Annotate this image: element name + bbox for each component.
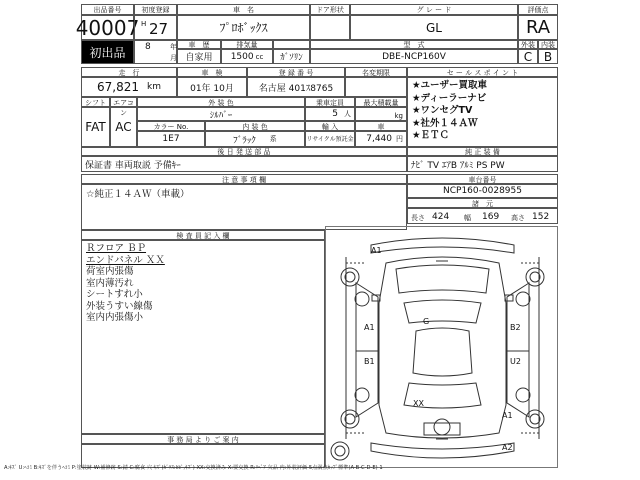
inspector-box bbox=[81, 240, 325, 434]
recycle-unit: 円 bbox=[396, 135, 403, 143]
recycle-label: リサイクル預託金 bbox=[305, 131, 355, 147]
ext-label: 外装 bbox=[518, 40, 538, 49]
sales-points-label: セ ー ル ス ポ イ ン ト bbox=[407, 67, 558, 77]
int-color: ﾌﾞﾗｯｸ bbox=[233, 135, 256, 146]
seats: 5 bbox=[332, 109, 338, 119]
int-color-suffix: 系 bbox=[269, 135, 277, 143]
sales-point: ★社外１４ＡＷ bbox=[412, 117, 478, 129]
accessories-label: 後 日 発 送 部 品 bbox=[81, 147, 407, 156]
lot-no: 40007 bbox=[75, 15, 140, 40]
load-label: 最大積載量 bbox=[355, 97, 407, 107]
inspector-note: 外装うすい線傷 bbox=[86, 300, 153, 312]
damage-mark: XX bbox=[413, 399, 424, 408]
name-change-label: 名変期限 bbox=[345, 67, 407, 77]
score-label: 評価点 bbox=[518, 4, 558, 15]
inspector-note: エンドパネル ＸＸ bbox=[86, 254, 165, 266]
lot-no-label: 出品番号 bbox=[81, 4, 134, 15]
sales-point: ★ユーザー買取車 bbox=[412, 80, 488, 91]
inspector-note: Ｒフロア ＢＰ bbox=[86, 243, 147, 254]
height: 152 bbox=[532, 212, 550, 222]
import-value: 車 bbox=[355, 121, 407, 131]
sales-points-box bbox=[407, 77, 558, 147]
first-reg-year bbox=[134, 15, 177, 40]
shift: FAT bbox=[81, 107, 110, 147]
color-label: 外 装 色 bbox=[137, 97, 305, 107]
car-diagram-svg bbox=[326, 227, 559, 469]
year-unit: 年 bbox=[170, 43, 177, 51]
int-color-value bbox=[205, 131, 305, 147]
cc: 1500 bbox=[230, 51, 254, 62]
seats-value bbox=[305, 107, 355, 121]
shift-label: シフト bbox=[81, 97, 110, 107]
inspection: 01年 10月 bbox=[177, 77, 247, 97]
ext-score: C bbox=[518, 49, 538, 64]
mileage-unit: km bbox=[147, 82, 161, 92]
reg-no-label: 登 録 番 号 bbox=[247, 67, 345, 77]
int-score: B bbox=[538, 49, 558, 64]
recycle-value bbox=[355, 131, 407, 147]
inspector-note: 室内内張傷小 bbox=[86, 312, 144, 323]
notes-label: 注 意 事 項 欄 bbox=[81, 174, 407, 184]
notes: ☆純正１４ＡＷ（車載） bbox=[86, 189, 190, 200]
sales-point: ★ＥＴＣ bbox=[412, 130, 450, 141]
damage-mark: U2 bbox=[510, 357, 521, 366]
length-label: 長さ bbox=[411, 214, 425, 222]
damage-mark: A2 bbox=[502, 443, 513, 452]
width: 169 bbox=[482, 212, 500, 222]
seats-unit: 人 bbox=[344, 110, 351, 118]
ac-label: エアコン bbox=[110, 97, 137, 107]
recycle: 7,440 bbox=[366, 134, 392, 144]
damage-mark: A1 bbox=[371, 246, 382, 255]
chassis-label: 車台番号 bbox=[407, 174, 558, 184]
usage: 自家用 bbox=[177, 49, 221, 64]
reg-no: 名古屋 401ｽ8765 bbox=[247, 77, 345, 97]
width-label: 幅 bbox=[464, 214, 471, 222]
dims-label: 諸 元 bbox=[407, 198, 558, 208]
inspection-label: 車 検 bbox=[177, 67, 247, 77]
car-name: ﾌﾟﾛﾎﾞｯｸｽ bbox=[177, 15, 310, 40]
first-listing-badge: 初出品 bbox=[81, 40, 134, 64]
cc-value bbox=[221, 49, 273, 64]
month: 8 bbox=[145, 42, 151, 52]
inspector-label: 検 査 員 記 入 欄 bbox=[81, 230, 325, 240]
first-reg-month bbox=[134, 40, 177, 64]
model-label: 型 式 bbox=[310, 40, 518, 49]
notes-box bbox=[81, 184, 407, 230]
equipment-label: 純 正 装 備 bbox=[407, 147, 558, 156]
mileage: 67,821 bbox=[97, 80, 139, 94]
length: 424 bbox=[432, 212, 450, 222]
seats-label: 乗車定員 bbox=[305, 97, 355, 107]
sales-point: ★ワンセグTV bbox=[412, 105, 473, 116]
sales-point: ★ディーラーナビ bbox=[412, 92, 487, 104]
damage-mark: G bbox=[423, 317, 430, 326]
accessories: 保証書 車両取説 予備ｷｰ bbox=[81, 156, 407, 172]
name-change-value bbox=[345, 77, 407, 97]
legend-footer: A:ｷｽﾞ U:ﾍｺﾐ B:ｷｽﾞを伴うﾍｺﾐ P:塗装跡 W:補修跡 S:錆 C:腐食 穴 ｷｽﾞ(ｶﾞﾗｽ:ﾋﾋﾞ,ｷｽﾞ) XX:交換済み X:要交換 R:ﾘﾍﾟｱ 欠品 内:外装評価 5点満点ｶｯﾌﾟ標準(A-B-C-D-E) 1 bbox=[4, 465, 383, 471]
int-color-label: 内 装 色 bbox=[205, 121, 305, 131]
usage-label: 車 歴 bbox=[177, 40, 221, 49]
ac: AC bbox=[110, 107, 137, 147]
height-label: 高さ bbox=[511, 214, 525, 222]
doors-label: ドア形状 bbox=[310, 4, 350, 15]
month-unit: 月 bbox=[170, 54, 177, 62]
damage-mark: A1 bbox=[364, 323, 375, 332]
color: ｼﾙﾊﾞｰ bbox=[137, 107, 305, 121]
grade-label: グ レ ー ド bbox=[350, 4, 518, 15]
mileage-label: 走 行 bbox=[81, 67, 177, 77]
mileage-value bbox=[81, 77, 177, 97]
damage-mark: B2 bbox=[510, 323, 521, 332]
import-label: 輸 入 bbox=[305, 121, 355, 131]
chassis: NCP160-0028955 bbox=[407, 184, 558, 198]
fuel: ｶﾞｿﾘﾝ bbox=[273, 49, 310, 64]
first-reg-label: 初度登録 bbox=[134, 4, 177, 15]
equipment: ﾅﾋﾞ TV ｴｱB ｱﾙﾐ PS PW bbox=[407, 156, 558, 172]
cc-unit: cc bbox=[255, 52, 264, 61]
grade: GL bbox=[350, 15, 518, 40]
load-unit: kg bbox=[355, 107, 407, 121]
int-label: 内装 bbox=[538, 40, 558, 49]
damage-diagram bbox=[325, 226, 558, 468]
fuel-label bbox=[273, 40, 310, 49]
color-no-label: カラー No. bbox=[137, 121, 205, 131]
inspector-note: 荷室内張傷 bbox=[86, 266, 134, 277]
color-no: 1E7 bbox=[137, 131, 205, 147]
era: H bbox=[141, 20, 147, 28]
inspector-note: シートすれ小 bbox=[86, 289, 143, 300]
model: DBE-NCP160V bbox=[310, 49, 518, 64]
auction-sheet bbox=[75, 4, 558, 474]
score: RA bbox=[518, 15, 558, 40]
damage-mark: A1 bbox=[502, 411, 513, 420]
cc-label: 排気量 bbox=[221, 40, 273, 49]
year: 27 bbox=[149, 20, 169, 38]
inspector-note: 室内薄汚れ bbox=[86, 277, 134, 289]
damage-mark: B1 bbox=[364, 357, 375, 366]
doors-value bbox=[310, 15, 350, 40]
office-label: 事 務 局 よ り ご 案 内 bbox=[81, 434, 325, 444]
car-name-label: 車 名 bbox=[177, 4, 310, 15]
dims-box bbox=[407, 208, 558, 224]
